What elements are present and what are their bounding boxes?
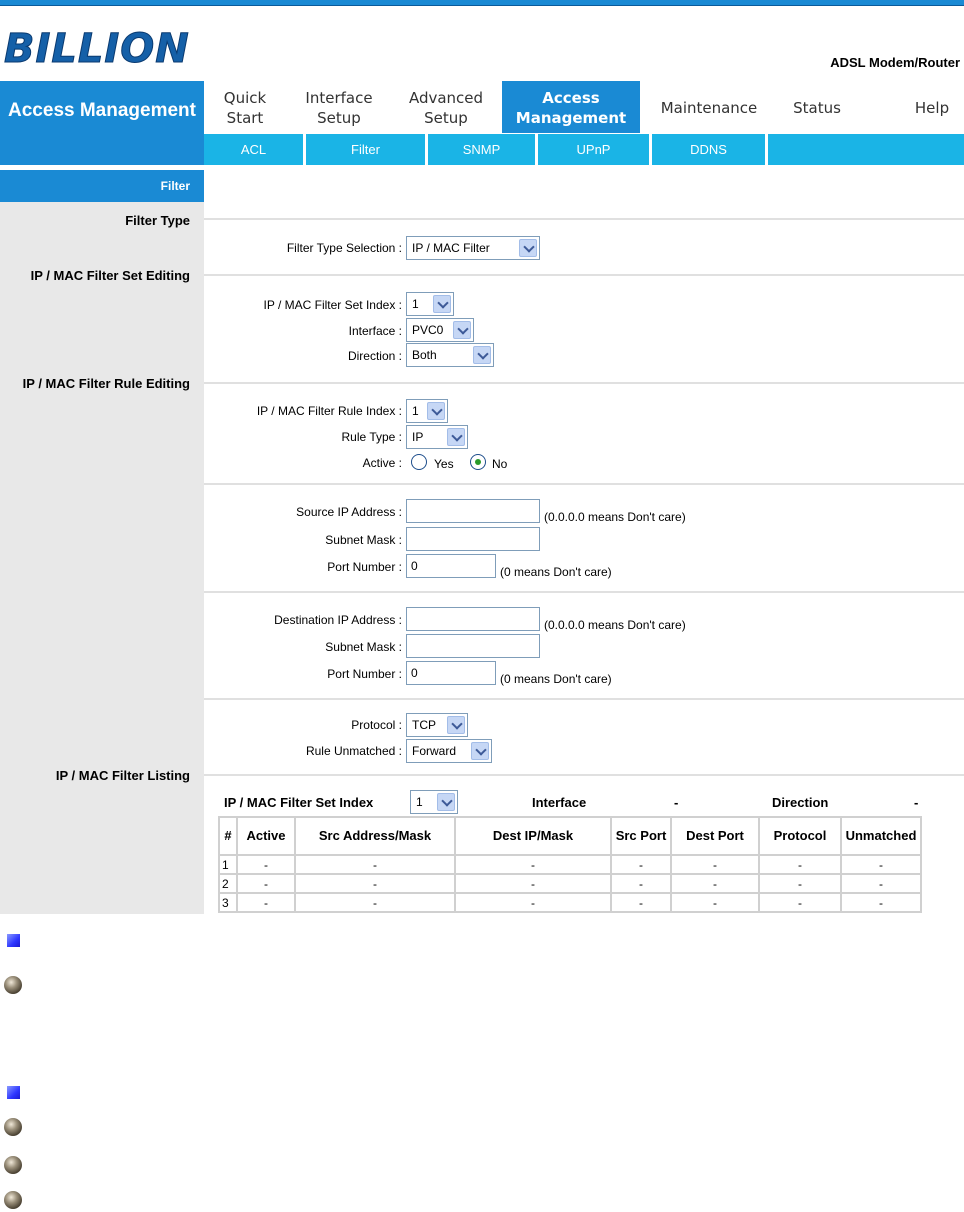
select-value: IP	[412, 430, 424, 444]
page-label: Filter	[0, 170, 204, 202]
listing-direction-label: Direction	[772, 795, 829, 810]
billion-logo	[2, 24, 192, 70]
bronze-ball-bullet-icon	[4, 1118, 22, 1136]
rule-index-select[interactable]	[406, 399, 448, 423]
table-cell: 3	[219, 893, 237, 912]
table-cell: -	[611, 893, 671, 912]
table-cell: -	[841, 855, 921, 874]
table-cell: -	[455, 893, 611, 912]
filter-list-table	[218, 816, 922, 913]
section-set-editing: IP / MAC Filter Set Editing	[30, 268, 190, 283]
dest-port-hint: (0 means Don't care)	[500, 672, 612, 686]
dest-mask-label: Subnet Mask :	[325, 640, 402, 654]
section-filter-type: Filter Type	[125, 213, 190, 228]
col-dest-port: Dest Port	[671, 817, 759, 855]
table-cell: -	[841, 874, 921, 893]
tab-label: Quick Start	[223, 89, 267, 127]
chevron-down-icon	[519, 239, 537, 257]
table-cell: -	[611, 855, 671, 874]
rule-index-label: IP / MAC Filter Rule Index :	[256, 404, 402, 418]
tab-label: Advanced Setup	[408, 89, 484, 127]
subtab-ddns[interactable]: DDNS	[652, 134, 768, 165]
select-value: 1	[416, 795, 423, 809]
source-port-label: Port Number :	[327, 560, 402, 574]
tab-label: Help	[914, 99, 950, 117]
source-port-hint: (0 means Don't care)	[500, 565, 612, 579]
col-unmatched: Unmatched	[841, 817, 921, 855]
table-cell: -	[671, 893, 759, 912]
listing-set-index-select[interactable]	[410, 790, 458, 814]
divider	[204, 218, 964, 220]
top-accent-bar	[0, 0, 964, 6]
section-rule-editing: IP / MAC Filter Rule Editing	[22, 376, 190, 391]
dest-ip-label: Destination IP Address :	[274, 613, 402, 627]
source-ip-hint: (0.0.0.0 means Don't care)	[544, 510, 686, 524]
listing-direction-value: -	[914, 795, 919, 810]
select-value: 1	[412, 297, 419, 311]
table-cell: -	[759, 874, 841, 893]
select-value: Forward	[412, 744, 457, 758]
chevron-down-icon	[447, 716, 465, 734]
rule-unmatched-select[interactable]	[406, 739, 492, 763]
col-src-address: Src Address/Mask	[295, 817, 455, 855]
subtab-upnp[interactable]: UPnP	[538, 134, 652, 165]
table-cell: 2	[219, 874, 237, 893]
divider	[204, 774, 964, 776]
table-cell: -	[295, 893, 455, 912]
tab-label: Access Management	[515, 89, 627, 127]
table-cell: -	[759, 893, 841, 912]
tab-maintenance[interactable]	[654, 98, 764, 118]
chevron-down-icon	[473, 346, 491, 364]
bronze-ball-bullet-icon	[4, 1156, 22, 1174]
main-nav	[204, 81, 964, 133]
listing-set-index-label: IP / MAC Filter Set Index	[224, 795, 374, 810]
svg-text:BILLION: BILLION	[4, 26, 190, 70]
bronze-ball-bullet-icon	[4, 976, 22, 994]
router-ui	[0, 81, 964, 914]
interface-label: Interface :	[348, 324, 402, 338]
direction-select[interactable]	[406, 343, 494, 367]
table-cell: -	[841, 893, 921, 912]
divider	[204, 698, 964, 700]
tab-label: Maintenance	[660, 99, 758, 117]
table-cell: -	[671, 855, 759, 874]
active-no-radio[interactable]	[470, 454, 486, 470]
table-row	[219, 874, 921, 893]
subtab-acl[interactable]: ACL	[204, 134, 306, 165]
source-mask-label: Subnet Mask :	[325, 533, 402, 547]
tab-help[interactable]	[904, 98, 960, 118]
table-row	[219, 893, 921, 912]
source-ip-label: Source IP Address :	[296, 505, 402, 519]
listing-interface-value: -	[674, 795, 679, 810]
tab-status[interactable]	[782, 98, 852, 118]
tab-label: Status	[793, 99, 841, 117]
rule-unmatched-label: Rule Unmatched :	[305, 744, 402, 758]
direction-label: Direction :	[347, 349, 402, 363]
table-cell: -	[295, 874, 455, 893]
table-cell: -	[611, 874, 671, 893]
filter-type-select[interactable]	[406, 236, 540, 260]
col-src-port: Src Port	[611, 817, 671, 855]
table-cell: -	[237, 874, 295, 893]
divider	[204, 382, 964, 384]
col-active: Active	[237, 817, 295, 855]
product-name: ADSL Modem/Router	[830, 55, 960, 70]
select-value: IP / MAC Filter	[412, 241, 490, 255]
active-no-label: No	[492, 457, 508, 471]
chevron-down-icon	[447, 428, 465, 446]
table-cell: -	[237, 893, 295, 912]
col-number: #	[219, 817, 237, 855]
protocol-select[interactable]	[406, 713, 468, 737]
table-cell: -	[671, 874, 759, 893]
chevron-down-icon	[471, 742, 489, 760]
table-cell: -	[295, 855, 455, 874]
subtab-snmp[interactable]: SNMP	[428, 134, 538, 165]
divider	[204, 274, 964, 276]
bronze-ball-bullet-icon	[4, 1191, 22, 1209]
set-index-select[interactable]	[406, 292, 454, 316]
dest-ip-input[interactable]	[406, 607, 540, 631]
tab-label: Interface Setup	[305, 89, 373, 127]
source-mask-input[interactable]	[406, 527, 540, 551]
table-header-row	[219, 817, 921, 855]
table-cell: -	[455, 874, 611, 893]
tab-advanced-setup[interactable]	[400, 88, 492, 128]
set-index-label: IP / MAC Filter Set Index :	[263, 298, 402, 312]
select-value: 1	[412, 404, 419, 418]
select-value: TCP	[412, 718, 436, 732]
rule-type-label: Rule Type :	[341, 430, 402, 444]
chevron-down-icon	[453, 321, 471, 339]
dest-ip-hint: (0.0.0.0 means Don't care)	[544, 618, 686, 632]
dest-port-input[interactable]: 0	[406, 661, 496, 685]
content-panel	[204, 170, 964, 914]
active-label: Active :	[362, 456, 402, 470]
col-protocol: Protocol	[759, 817, 841, 855]
subtab-filter[interactable]: Filter	[306, 134, 428, 165]
active-yes-radio[interactable]	[411, 454, 427, 470]
listing-interface-label: Interface	[532, 795, 587, 810]
dest-port-label: Port Number :	[327, 667, 402, 681]
tab-interface-setup[interactable]	[298, 88, 380, 128]
select-value: Both	[412, 348, 437, 362]
protocol-label: Protocol :	[351, 718, 402, 732]
section-title: Access Management	[0, 81, 204, 165]
chevron-down-icon	[437, 793, 455, 811]
table-cell: -	[237, 855, 295, 874]
divider	[204, 483, 964, 485]
col-dest-ip: Dest IP/Mask	[455, 817, 611, 855]
active-yes-label: Yes	[434, 457, 454, 471]
section-listing: IP / MAC Filter Listing	[55, 768, 190, 783]
chevron-down-icon	[433, 295, 451, 313]
sub-nav	[204, 134, 964, 165]
tab-access-management[interactable]	[502, 81, 640, 133]
left-panel	[0, 170, 204, 914]
blue-square-bullet-icon	[7, 934, 20, 947]
select-value: PVC0	[412, 323, 444, 337]
interface-select[interactable]	[406, 318, 474, 342]
blue-square-bullet-icon	[7, 1086, 20, 1099]
rule-type-select[interactable]	[406, 425, 468, 449]
source-port-input[interactable]: 0	[406, 554, 496, 578]
filter-type-label: Filter Type Selection :	[286, 241, 402, 255]
chevron-down-icon	[427, 402, 445, 420]
table-cell: -	[455, 855, 611, 874]
tab-quick-start[interactable]	[204, 88, 286, 128]
table-cell: -	[759, 855, 841, 874]
table-row	[219, 855, 921, 874]
table-cell: 1	[219, 855, 237, 874]
divider	[204, 591, 964, 593]
dest-mask-input[interactable]	[406, 634, 540, 658]
source-ip-input[interactable]	[406, 499, 540, 523]
